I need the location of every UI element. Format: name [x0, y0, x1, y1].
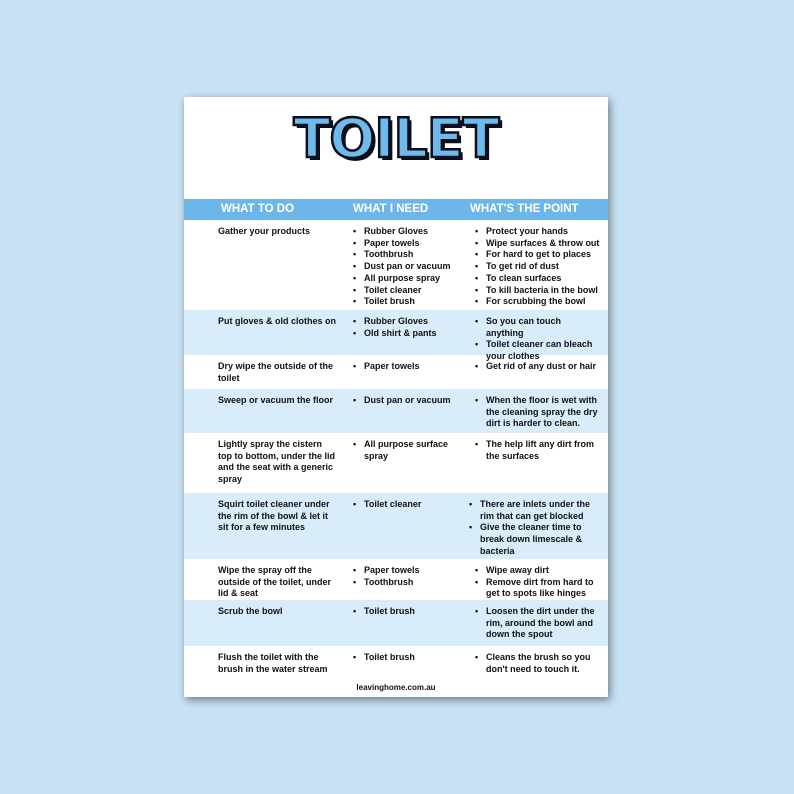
- list-item: • Protect your hands: [474, 226, 600, 238]
- needs-list: [352, 652, 472, 664]
- points-list: [474, 652, 600, 675]
- needs-list: [352, 606, 472, 618]
- table-row: [184, 433, 608, 493]
- website-footer: leavinghome.com.au: [356, 683, 436, 692]
- points-list: [468, 499, 594, 558]
- table-row: [184, 389, 608, 433]
- list-item: • Toothbrush: [352, 249, 472, 261]
- checklist-sheet: [184, 97, 608, 697]
- needs-list: [352, 226, 472, 308]
- page-title: TOILET: [293, 107, 499, 170]
- list-item: • Rubber Gloves: [352, 316, 472, 328]
- list-item: • Paper towels: [352, 238, 472, 250]
- table-row: [184, 355, 608, 389]
- points-list: [474, 395, 600, 430]
- cleaning-table: [184, 199, 608, 683]
- list-item: • For scrubbing the bowl: [474, 296, 600, 308]
- list-item: • To get rid of dust: [474, 261, 600, 273]
- task-cell: Wipe the spray off the outside of the toilet, under lid & seat: [218, 565, 331, 599]
- list-item: • All purpose surface spray: [352, 439, 472, 462]
- list-item: • So you can touch anything: [474, 316, 600, 339]
- needs-list: [352, 565, 472, 588]
- needs-list: [352, 439, 472, 462]
- list-item: • Paper towels: [352, 565, 472, 577]
- task-cell: Gather your products: [218, 226, 311, 236]
- points-list: [474, 606, 600, 641]
- list-item: • Toilet cleaner: [352, 499, 472, 511]
- header-what-to-do: WHAT TO DO: [221, 203, 295, 215]
- points-list: [474, 361, 600, 373]
- list-item: • Toilet cleaner: [352, 285, 472, 297]
- list-item: • Dust pan or vacuum: [352, 261, 472, 273]
- task-cell: Put gloves & old clothes on: [218, 316, 337, 326]
- table-row: [184, 600, 608, 646]
- task-cell: Scrub the bowl: [218, 606, 283, 616]
- task-cell: Dry wipe the outside of the toilet: [218, 361, 334, 383]
- task-cell: Sweep or vacuum the floor: [218, 395, 334, 405]
- table-row: [184, 220, 608, 310]
- table-row: [184, 310, 608, 362]
- header-what-i-need: WHAT I NEED: [353, 203, 429, 215]
- task-cell: Lightly spray the cistern top to bottom, under the lid and the seat with a generic spray: [218, 439, 335, 485]
- list-item: • For hard to get to places: [474, 249, 600, 261]
- list-item: • Wipe surfaces & throw out: [474, 238, 600, 250]
- list-item: • Toilet cleaner can bleach your clothes: [474, 339, 600, 362]
- list-item: • Cleans the brush so you don't need to touch it.: [474, 652, 600, 675]
- table-row: [184, 559, 608, 600]
- needs-list: [352, 316, 472, 339]
- list-item: • Paper towels: [352, 361, 472, 373]
- points-list: [474, 439, 600, 462]
- list-item: • Remove dirt from hard to get to spots like hinges: [474, 577, 600, 600]
- list-item: • Toilet brush: [352, 296, 472, 308]
- list-item: • Dust pan or vacuum: [352, 395, 472, 407]
- list-item: • To kill bacteria in the bowl: [474, 285, 600, 297]
- list-item: • Toilet brush: [352, 606, 472, 618]
- list-item: • Toothbrush: [352, 577, 472, 589]
- list-item: • Old shirt & pants: [352, 328, 472, 340]
- table-header: [184, 199, 608, 220]
- points-list: [474, 226, 600, 308]
- list-item: • Loosen the dirt under the rim, around the bowl and down the spout: [474, 606, 600, 641]
- table-row: [184, 646, 608, 683]
- list-item: • To clean surfaces: [474, 273, 600, 285]
- list-item: • When the floor is wet with the cleaning spray the dry dirt is harder to clean.: [474, 395, 600, 430]
- needs-list: [352, 395, 472, 407]
- list-item: • Give the cleaner time to break down limescale & bacteria: [468, 522, 594, 557]
- list-item: • There are inlets under the rim that can get blocked: [468, 499, 594, 522]
- list-item: • All purpose spray: [352, 273, 472, 285]
- points-list: [474, 565, 600, 600]
- task-cell: Squirt toilet cleaner under the rim of the bowl & let it sit for a few minutes: [218, 499, 330, 533]
- list-item: • Rubber Gloves: [352, 226, 472, 238]
- needs-list: [352, 499, 472, 511]
- table-row: [184, 493, 608, 559]
- list-item: • Wipe away dirt: [474, 565, 600, 577]
- list-item: • The help lift any dirt from the surfaces: [474, 439, 600, 462]
- needs-list: [352, 361, 472, 373]
- header-whats-the-point: WHAT'S THE POINT: [470, 203, 579, 215]
- list-item: • Toilet brush: [352, 652, 472, 664]
- task-cell: Flush the toilet with the brush in the water stream: [218, 652, 328, 674]
- list-item: • Get rid of any dust or hair: [474, 361, 600, 373]
